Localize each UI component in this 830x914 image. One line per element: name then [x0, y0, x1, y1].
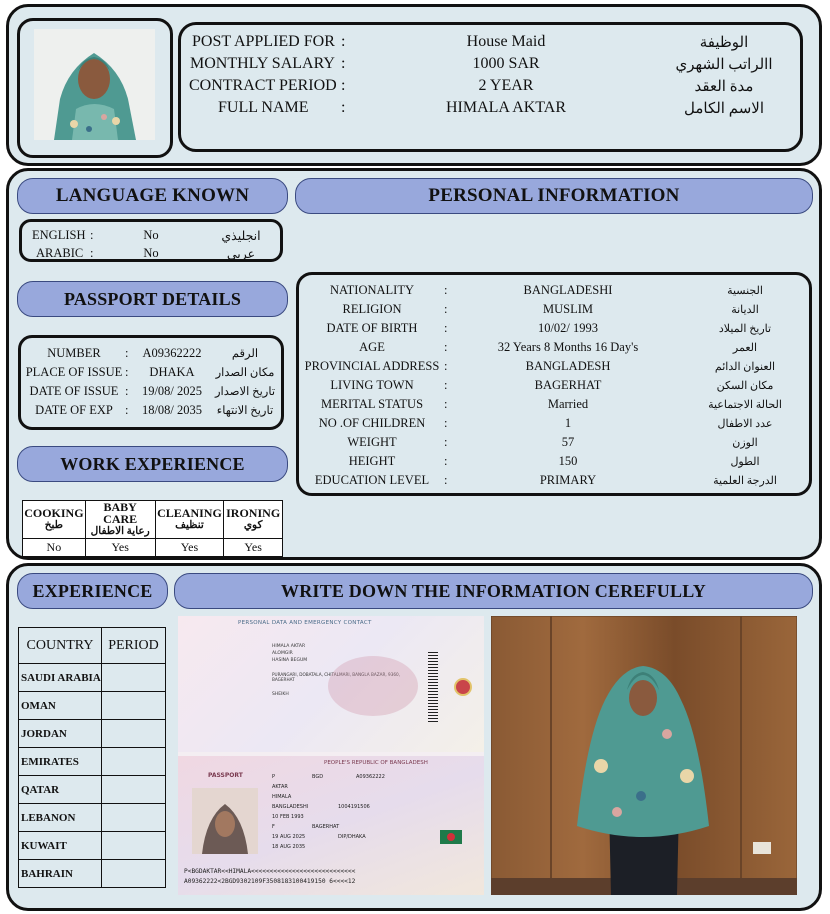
- colon: :: [444, 415, 448, 430]
- work-header-ar: طبخ: [44, 520, 64, 531]
- work-header-ar: رعاية الاطفال: [90, 526, 150, 537]
- personal-label: DATE OF BIRTH: [326, 320, 418, 335]
- summary-value: HIMALA AKTAR: [445, 99, 567, 116]
- flag-icon: [440, 830, 462, 844]
- scan-code: BGD: [312, 774, 324, 780]
- colon: :: [90, 228, 94, 242]
- work-value: Yes: [224, 538, 283, 556]
- personal-row: [302, 471, 802, 489]
- portrait-photo: [34, 29, 155, 140]
- colon: :: [444, 396, 448, 411]
- passport-arabic: الرقم: [231, 348, 259, 360]
- personal-row: [302, 319, 802, 337]
- scan-birthplace: BAGERHAT: [312, 824, 340, 830]
- passport-row: [24, 401, 279, 419]
- passport-label: PLACE OF ISSUE: [25, 364, 123, 379]
- personal-label: LIVING TOWN: [330, 377, 414, 392]
- summary-row: [188, 97, 788, 119]
- summary-arabic: مدة العقد: [694, 78, 754, 95]
- passport-value: 18/08/ 2035: [141, 402, 203, 417]
- scan-country: PEOPLE'S REPUBLIC OF BANGLADESH: [324, 760, 428, 766]
- colon: :: [341, 55, 346, 72]
- summary-row: [188, 75, 788, 97]
- personal-arabic: الديانة: [731, 303, 759, 316]
- summary-arabic: الاسم الكامل: [683, 100, 764, 117]
- personal-arabic: الطول: [730, 455, 760, 468]
- language-value: No: [143, 246, 159, 260]
- passport-scan: [178, 616, 484, 895]
- language-label: ENGLISH: [32, 228, 86, 242]
- country-cell: SAUDI ARABIA: [19, 664, 102, 692]
- country-cell: LEBANON: [19, 804, 102, 832]
- scan-given: HIMALA: [272, 794, 292, 800]
- personal-row: [302, 433, 802, 451]
- personal-arabic: الجنسية: [727, 284, 763, 297]
- language-value: No: [143, 228, 159, 242]
- scan-nationality: BANGLADESHI: [272, 804, 309, 810]
- personal-label: NATIONALITY: [329, 282, 414, 297]
- personal-row: [302, 357, 802, 375]
- work-header-en: CLEANING: [157, 506, 222, 520]
- work-header-en: BABY CARE: [103, 500, 138, 526]
- personal-value: MUSLIM: [542, 301, 593, 316]
- country-cell: OMAN: [19, 692, 102, 720]
- personal-arabic: الوزن: [732, 436, 758, 449]
- experience-title: EXPERIENCE: [17, 573, 168, 609]
- colon: :: [444, 320, 448, 335]
- scan-authority: DIP/DHAKA: [338, 834, 366, 840]
- language-row: [26, 227, 276, 244]
- scan-heading: PERSONAL DATA AND EMERGENCY CONTACT: [238, 620, 372, 626]
- personal-row: [302, 452, 802, 470]
- period-cell[interactable]: [102, 832, 166, 860]
- work-title: WORK EXPERIENCE: [17, 446, 288, 482]
- work-value: Yes: [155, 538, 224, 556]
- colon: :: [444, 301, 448, 316]
- personal-arabic: الحالة الاجتماعية: [708, 398, 782, 411]
- emblem-icon: [454, 678, 472, 696]
- colon: :: [125, 364, 129, 379]
- personal-value: BANGLADESH: [525, 358, 611, 373]
- scan-expiry: 18 AUG 2035: [272, 844, 306, 850]
- scan-spouse: SHEIKH: [272, 692, 289, 697]
- language-arabic: عربي: [226, 246, 256, 261]
- passport-arabic: تاريخ الانتهاء: [216, 405, 274, 417]
- period-cell[interactable]: [102, 748, 166, 776]
- personal-arabic: تاريخ الميلاد: [718, 322, 772, 335]
- barcode: [428, 652, 438, 722]
- country-cell: JORDAN: [19, 720, 102, 748]
- passport-row: [24, 363, 279, 381]
- period-cell[interactable]: [102, 664, 166, 692]
- country-cell: QATAR: [19, 776, 102, 804]
- work-value: Yes: [85, 538, 155, 556]
- scan-watermark: [328, 656, 418, 716]
- personal-arabic: عدد الاطفال: [717, 417, 773, 430]
- colon: :: [125, 402, 129, 417]
- summary-row: [188, 31, 788, 53]
- personal-label: MERITAL STATUS: [320, 396, 424, 411]
- personal-value: 32 Years 8 Months 16 Day's: [497, 339, 639, 354]
- colon: :: [444, 434, 448, 449]
- scan-holder-photo: [192, 788, 258, 854]
- work-header-en: IRONING: [226, 506, 281, 520]
- passport-title: PASSPORT DETAILS: [17, 281, 288, 317]
- colon: :: [444, 453, 448, 468]
- work-table: [22, 500, 283, 557]
- personal-value: PRIMARY: [539, 472, 597, 487]
- scan-type: P: [272, 774, 276, 780]
- experience-table: [18, 627, 166, 888]
- language-arabic: انجليذي: [221, 228, 261, 243]
- colon: :: [444, 472, 448, 487]
- period-cell[interactable]: [102, 804, 166, 832]
- personal-arabic: الدرجة العلمية: [713, 474, 777, 487]
- scan-mother: HASINA BEGUM: [272, 658, 308, 663]
- summary-label: POST APPLIED FOR: [192, 33, 335, 50]
- personal-label: EDUCATION LEVEL: [314, 472, 430, 487]
- summary-label: MONTHLY SALARY: [190, 55, 335, 72]
- scan-dob: 10 FEB 1993: [272, 814, 304, 820]
- scan-surname: AKTAR: [272, 784, 288, 790]
- personal-label: RELIGION: [342, 301, 402, 316]
- work-value: No: [23, 538, 86, 556]
- passport-label: DATE OF EXP: [35, 402, 113, 417]
- personal-value: Married: [547, 396, 589, 411]
- passport-lower-page: [178, 756, 484, 895]
- scan-father: ALOMGIR: [272, 651, 293, 656]
- personal-row: [302, 281, 802, 299]
- personal-value: 57: [561, 434, 575, 449]
- work-header-ar: تنظيف: [175, 520, 204, 531]
- personal-value: BAGERHAT: [534, 377, 602, 392]
- country-cell: BAHRAIN: [19, 860, 102, 888]
- personal-arabic: العنوان الدائم: [714, 360, 776, 373]
- passport-upper-page: [178, 616, 484, 752]
- work-header-cleaning: [155, 501, 224, 539]
- scan-name: HIMALA AKTAR: [272, 644, 306, 649]
- passport-arabic: تاريخ الاصدار: [214, 386, 276, 398]
- personal-title: PERSONAL INFORMATION: [295, 178, 813, 214]
- full-body-photo: [491, 616, 797, 895]
- passport-row: [24, 382, 279, 400]
- personal-label: NO .OF CHILDREN: [318, 415, 426, 430]
- personal-arabic: العمر: [732, 341, 758, 354]
- colon: :: [341, 77, 346, 94]
- work-header-ironing: [224, 501, 283, 539]
- personal-value: 1: [564, 415, 572, 430]
- summary-value: 2 YEAR: [478, 77, 534, 94]
- period-cell[interactable]: [102, 860, 166, 888]
- personal-label: AGE: [359, 339, 385, 354]
- work-header-en: COOKING: [24, 506, 84, 520]
- personal-row: [302, 338, 802, 356]
- period-cell[interactable]: [102, 720, 166, 748]
- language-row: [26, 245, 276, 262]
- passport-value: A09362222: [142, 345, 202, 360]
- scan-passport-label: PASSPORT: [208, 772, 243, 779]
- scan-address: PURANGARI, DOBATALA, CHITALMARI, BANGLA BAZAR, 9360, BAGERHAT: [272, 672, 401, 683]
- passport-label: NUMBER: [47, 345, 101, 360]
- personal-value: BANGLADESHI: [523, 282, 613, 297]
- personal-row: [302, 376, 802, 394]
- passport-label: DATE OF ISSUE: [29, 383, 119, 398]
- passport-value: DHAKA: [149, 364, 195, 379]
- personal-label: WEIGHT: [347, 434, 397, 449]
- colon: :: [90, 246, 94, 260]
- country-cell: KUWAIT: [19, 832, 102, 860]
- passport-arabic: مكان الصدار: [215, 367, 275, 379]
- summary-arabic: الوظيفة: [699, 34, 749, 51]
- passport-row: [24, 344, 279, 362]
- mrz-line-1: P<BGDAKTAR<<HIMALA<<<<<<<<<<<<<<<<<<<<<<<<<<<<: [184, 868, 356, 875]
- experience-header-period: PERIOD: [102, 628, 166, 664]
- scan-sex: F: [272, 824, 275, 830]
- personal-label: HEIGHT: [348, 453, 396, 468]
- colon: :: [444, 339, 448, 354]
- personal-value: 150: [558, 453, 578, 468]
- colon: :: [341, 33, 346, 50]
- colon: :: [341, 99, 346, 116]
- experience-header-country: COUNTRY: [19, 628, 102, 664]
- scan-personal-no: 1004191506: [338, 804, 370, 810]
- personal-arabic: مكان السكن: [716, 379, 774, 392]
- work-header-baby-care: [85, 501, 155, 539]
- mrz-line-2: A09362222<2BGD9302109F3508183100419150 6<<<<12: [184, 878, 356, 885]
- summary-value: 1000 SAR: [472, 55, 540, 72]
- scan-number: A09362222: [356, 774, 385, 780]
- colon: :: [125, 383, 129, 398]
- summary-arabic: االراتب الشهري: [675, 56, 773, 73]
- write-title: WRITE DOWN THE INFORMATION CEREFULLY: [174, 573, 813, 609]
- work-header-ar: كوي: [243, 520, 263, 531]
- passport-value: 19/08/ 2025: [141, 383, 203, 398]
- personal-row: [302, 414, 802, 432]
- period-cell[interactable]: [102, 776, 166, 804]
- personal-value: 10/02/ 1993: [537, 320, 599, 335]
- personal-label: PROVINCIAL ADDRESS: [304, 358, 440, 373]
- summary-label: CONTRACT PERIOD: [189, 77, 337, 94]
- summary-value: House Maid: [466, 33, 546, 50]
- work-header-cooking: [23, 501, 86, 539]
- colon: :: [444, 377, 448, 392]
- scan-issue: 19 AUG 2025: [272, 834, 306, 840]
- colon: :: [125, 345, 129, 360]
- language-title: LANGUAGE KNOWN: [17, 178, 288, 214]
- colon: :: [444, 358, 448, 373]
- summary-row: [188, 53, 788, 75]
- period-cell[interactable]: [102, 692, 166, 720]
- personal-row: [302, 395, 802, 413]
- language-label: ARABIC: [36, 246, 84, 260]
- colon: :: [444, 282, 448, 297]
- personal-row: [302, 300, 802, 318]
- summary-label: FULL NAME: [218, 99, 309, 116]
- country-cell: EMIRATES: [19, 748, 102, 776]
